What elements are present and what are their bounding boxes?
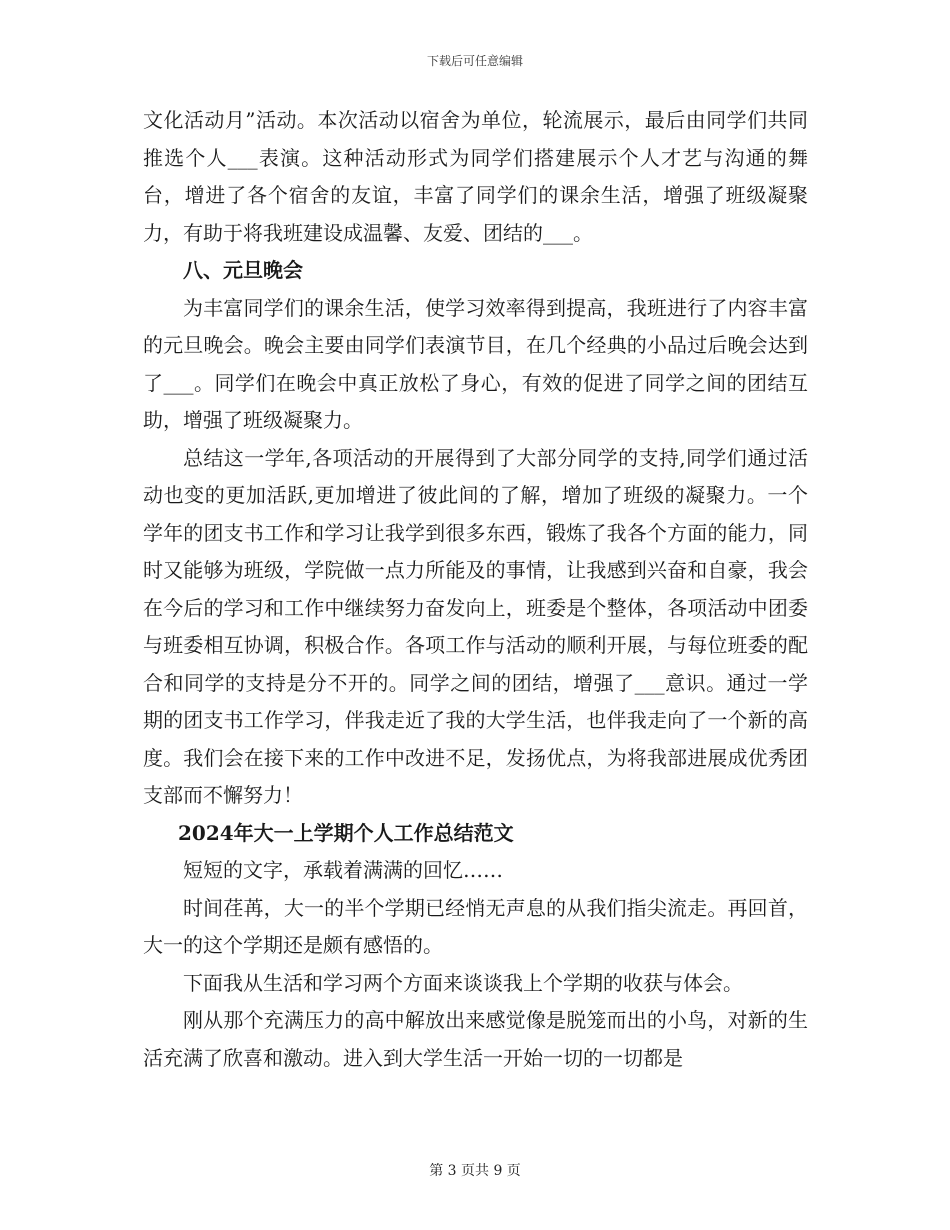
paragraph-time-passing: 时间荏苒，大一的半个学期已经悄无声息的从我们指尖流走。再回首，大一的这个学期还是颇有感悟的。: [143, 895, 808, 957]
paragraph-two-aspects: 下面我从生活和学习两个方面来谈谈我上个学期的收获与体会。: [183, 970, 743, 995]
page-header: 下载后可任意编辑: [426, 54, 523, 68]
document-title: 2024年大一上学期个人工作总结范文: [178, 820, 514, 845]
document-body: [143, 102, 808, 1077]
paragraph-intro: 短短的文字，承载着满满的回忆……: [183, 858, 503, 882]
section-heading-new-year-party: 八、元旦晚会: [183, 258, 303, 282]
paragraph-high-school: 刚从那个充满压力的高中解放出来感觉像是脱笼而出的小鸟，对新的生活充满了欣喜和激动。进入到大学生活一开始一切的一切都是: [143, 1008, 808, 1070]
paragraph-activity-month: 文化活动月”活动。本次活动以宿舍为单位，轮流展示，最后由同学们共同推选个人___表演。这种活动形式为同学们搭建展示个人才艺与沟通的舞台，增进了各个宿舍的友谊，丰富了同学们的课余生活，增强了班级凝聚力，有助于将我班建设成温馨、友爱、团结的___。: [143, 108, 808, 245]
page-number: 第 3 页共 9 页: [429, 1163, 521, 1179]
paragraph-new-year-party: 为丰富同学们的课余生活，使学习效率得到提高，我班进行了内容丰富的元旦晚会。晚会主要由同学们表演节目，在几个经典的小品过后晚会达到了___。同学们在晚会中真正放松了身心，有效的促进了同学之间的团结互助，增强了班级凝聚力。: [143, 295, 808, 432]
paragraph-year-summary: 总结这一学年,各项活动的开展得到了大部分同学的支持,同学们通过活动也变的更加活跃,更加增进了彼此间的了解，增加了班级的凝聚力。一个学年的团支书工作和学习让我学到很多东西，锻炼了我各个方面的能力，同时又能够为班级，学院做一点力所能及的事情，让我感到兴奋和自豪，我会在今后的学习和工作中继续努力奋发向上，班委是个整体，各项活动中团委与班委相互协调，积极合作。各项工作与活动的顺利开展，与每位班委的配合和同学的支持是分不开的。同学之间的团结，增强了___意识。通过一学期的团支书工作学习，伴我走近了我的大学生活，也伴我走向了一个新的高度。我们会在接下来的工作中改进不足，发扬优点，为将我部进展成优秀团支部而不懈努力！: [143, 445, 808, 807]
